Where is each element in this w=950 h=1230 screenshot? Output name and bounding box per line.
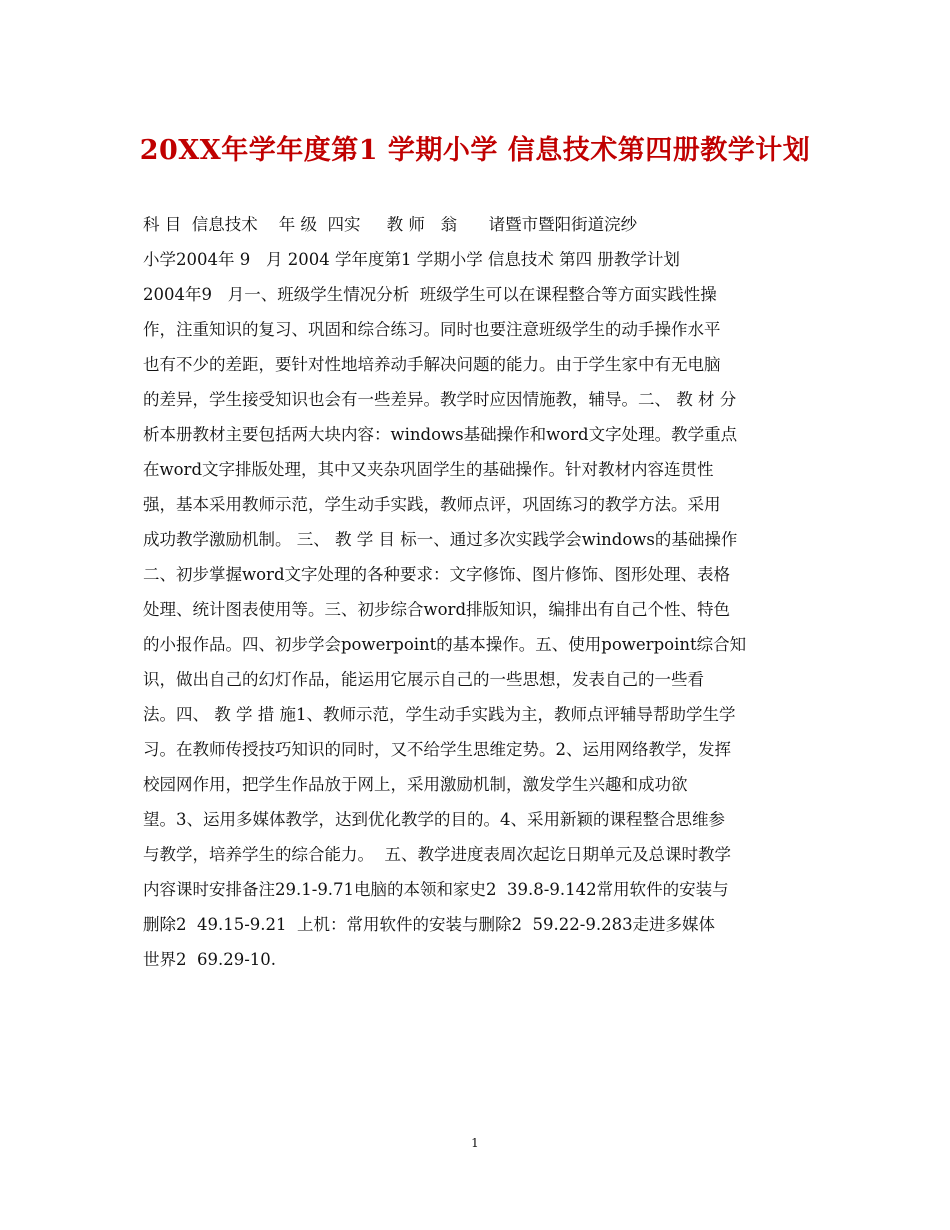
body-line: 的差异，学生接受知识也会有一些差异。教学时应因情施教，辅导。二、 教 材 分 [143,390,737,409]
document-body [143,207,808,977]
body-line: 在word文字排版处理，其中又夹杂巩固学生的基础操作。针对教材内容连贯性 [143,460,714,479]
body-line: 强，基本采用教师示范，学生动手实践，教师点评，巩固练习的教学方法。采用 [143,495,721,514]
body-line: 处理、统计图表使用等。三、初步综合word排版知识，编排出有自己个性、特色 [143,600,731,619]
body-line: 成功教学激励机制。 三、 教 学 目 标一、通过多次实践学会windows的基础操作 [143,530,738,549]
body-line: 习。在教师传授技巧知识的同时，又不给学生思维定势。2、运用网络教学，发挥 [143,740,731,759]
body-line: 也有不少的差距，要针对性地培养动手解决问题的能力。由于学生家中有无电脑 [143,355,721,374]
body-line: 内容课时安排备注29.1-9.71电脑的本领和家史2 39.8-9.142常用软件的安装与 [143,880,729,899]
body-line: 二、初步掌握word文字处理的各种要求：文字修饰、图片修饰、图形处理、表格 [143,565,731,584]
body-line: 2004年9 月一、班级学生情况分析 班级学生可以在课程整合等方面实践性操 [143,285,717,304]
body-line: 与教学，培养学生的综合能力。 五、教学进度表周次起讫日期单元及总课时教学 [143,845,731,864]
body-line: 的小报作品。四、初步学会powerpoint的基本操作。五、使用powerpoint综合知 [143,635,747,654]
body-line: 删除2 49.15-9.21 上机：常用软件的安装与删除2 59.22-9.283走进多媒体 [143,915,716,934]
page-number: 1 [471,1136,479,1150]
body-line: 小学2004年 9 月 2004 学年度第1 学期小学 信息技术 第四 册教学计划 [143,250,680,269]
body-line: 科 目 信息技术 年 级 四实 教 师 翁 诸暨市暨阳街道浣纱 [143,215,638,234]
body-line: 校园网作用，把学生作品放于网上，采用激励机制，激发学生兴趣和成功欲 [143,775,688,794]
document-title: 20XX年学年度第1 学期小学 信息技术第四册教学计划 [139,135,811,166]
body-line: 识，做出自己的幻灯作品，能运用它展示自己的一些思想，发表自己的一些看 [143,670,704,689]
body-line: 法。四、 教 学 措 施1、教师示范，学生动手实践为主，教师点评辅导帮助学生学 [143,705,736,724]
body-line: 望。3、运用多媒体教学，达到优化教学的目的。4、采用新颖的课程整合思维参 [143,810,725,829]
body-line: 作，注重知识的复习、巩固和综合练习。同时也要注意班级学生的动手操作水平 [143,320,721,339]
body-line: 析本册教材主要包括两大块内容：windows基础操作和word文字处理。教学重点 [143,425,738,444]
body-line: 世界2 69.29-10. [143,950,277,969]
